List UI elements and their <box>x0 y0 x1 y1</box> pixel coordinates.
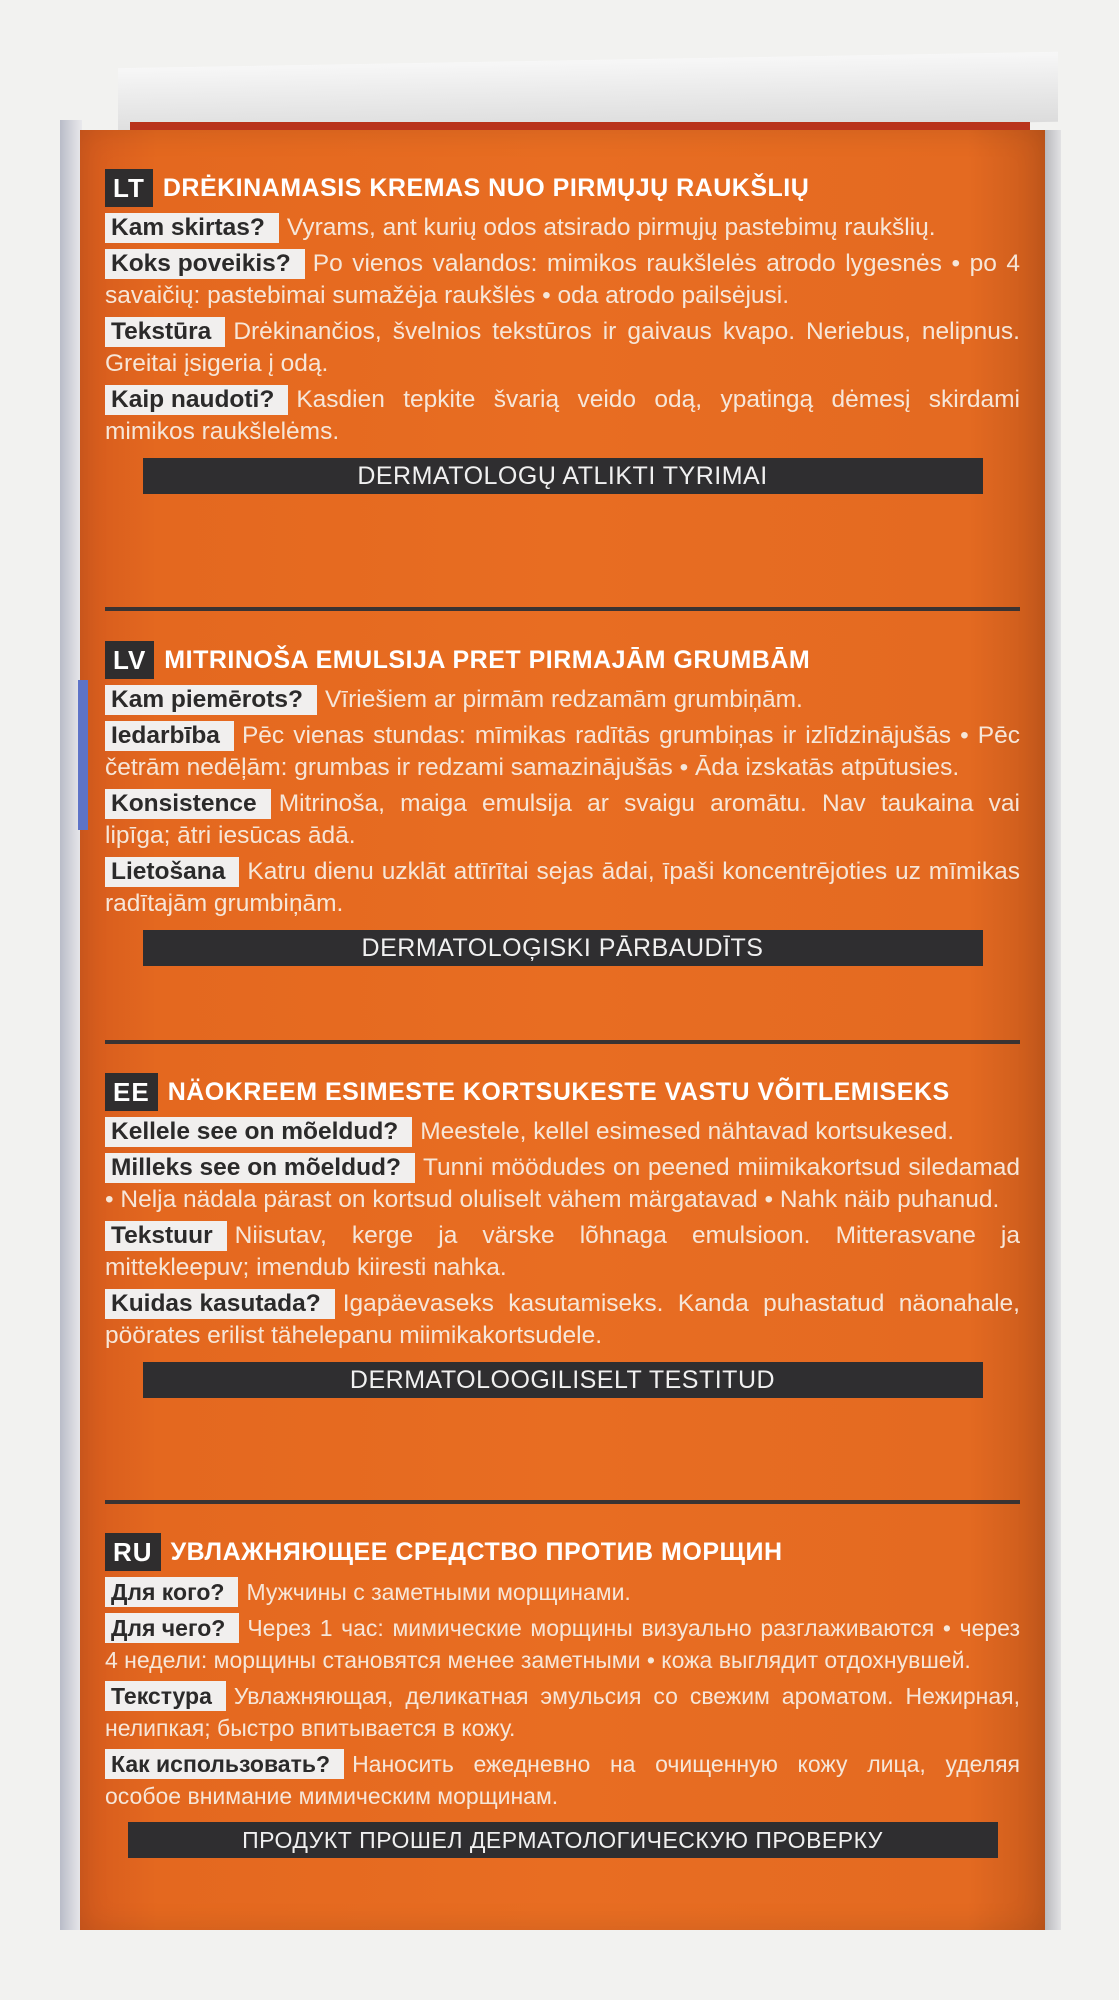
section-title: УВЛАЖНЯЮЩЕЕ СРЕДСТВО ПРОТИВ МОРЩИН <box>170 1537 783 1566</box>
info-item <box>105 316 1020 380</box>
info-item <box>105 720 1020 784</box>
info-item <box>105 248 1020 312</box>
info-label: Tekstūra <box>105 317 225 347</box>
section-heading <box>105 168 1020 208</box>
lang-code: LT <box>105 169 153 207</box>
info-text: Pēc vienas stundas: mīmikas radītās grumbiņas ir izlīdzinājušās • Pēc četrām nedēļām: grumbas ir redzami samazinājušās • Āda izskatās atpūtusies. <box>105 722 1020 781</box>
info-text: Igapäevaseks kasutamiseks. Kanda puhastatud näonahale, pöörates erilist tähelepanu miimikakortsudele. <box>105 1290 1020 1349</box>
info-label: Tekstuur <box>105 1221 227 1251</box>
blue-edge-strip <box>78 680 88 830</box>
info-item <box>105 384 1020 448</box>
info-item <box>105 1220 1020 1284</box>
info-text: Po vienos valandos: mimikos raukšlelės atrodo lygesnės • po 4 savaičių: pastebimai sumažėja raukšlės • oda atrodo pailsėjusi. <box>105 250 1020 309</box>
info-item <box>105 788 1020 852</box>
info-item <box>105 684 1020 716</box>
section-title: NÄOKREEM ESIMESTE KORTSUKESTE VASTU VÕITLEMISEKS <box>167 1077 950 1106</box>
info-item <box>105 1288 1020 1352</box>
section-heading <box>105 1072 1020 1112</box>
info-item <box>105 856 1020 920</box>
section-title: DRĖKINAMASIS KREMAS NUO PIRMŲJŲ RAUKŠLIŲ <box>162 173 810 202</box>
section-heading <box>105 1532 1020 1572</box>
info-label: Konsistence <box>105 789 271 819</box>
info-label: Kuidas kasutada? <box>105 1289 335 1319</box>
claim-bar: DERMATOLOĢISKI PĀRBAUDĪTS <box>143 930 983 966</box>
info-label: Kellele see on mõeldud? <box>105 1117 412 1147</box>
info-text: Vyrams, ant kurių odos atsirado pirmųjų pastebimų raukšlių. <box>286 214 936 241</box>
info-text: Kasdien tepkite švarią veido odą, ypatingą dėmesį skirdami mimikos raukšlelėms. <box>105 386 1020 445</box>
lang-code: RU <box>105 1533 161 1571</box>
info-text: Мужчины с заметными морщинами. <box>246 1579 631 1605</box>
info-text: Niisutav, kerge ja värske lõhnaga emulsioon. Mitterasvane ja mittekleepuv; imendub kiiresti nahka. <box>105 1222 1020 1281</box>
info-label: Koks poveikis? <box>105 249 305 279</box>
info-text: Katru dienu uzklāt attīrītai sejas ādai, īpaši koncentrējoties uz mīmikas radītajām grumbiņām. <box>105 858 1020 917</box>
info-item <box>105 212 1020 244</box>
info-item <box>105 1680 1020 1744</box>
info-text: Meestele, kellel esimesed nähtavad kortsukesed. <box>420 1118 955 1145</box>
info-label: Для чего? <box>105 1613 239 1643</box>
info-text: Vīriešiem ar pirmām redzamām grumbiņām. <box>324 686 803 713</box>
info-label: Iedarbība <box>105 721 234 751</box>
info-item <box>105 1152 1020 1216</box>
info-item <box>105 1576 1020 1608</box>
info-item <box>105 1612 1020 1676</box>
info-text: Наносить ежедневно на очищенную кожу лица, уделяя особое внимание мимическим морщинам. <box>105 1751 1020 1809</box>
info-label: Kam skirtas? <box>105 213 279 243</box>
lang-code: LV <box>105 641 154 679</box>
info-label: Kam piemērots? <box>105 685 317 715</box>
lang-code: EE <box>105 1073 158 1111</box>
claim-bar: DERMATOLOGŲ ATLIKTI TYRIMAI <box>143 458 983 494</box>
info-text: Через 1 час: мимические морщины визуально разглаживаются • через 4 недели: морщины становятся менее заметными • кожа выглядит отдохнувшей. <box>105 1615 1020 1673</box>
info-label: Milleks see on mõeldud? <box>105 1153 415 1183</box>
section-divider <box>105 607 1020 611</box>
box-side-shadow <box>60 120 82 1930</box>
claim-bar: ПРОДУКТ ПРОШЕЛ ДЕРМАТОЛОГИЧЕСКУЮ ПРОВЕРКУ <box>128 1822 998 1858</box>
info-label: Для кого? <box>105 1577 238 1607</box>
info-label: Lietošana <box>105 857 239 887</box>
info-label: Как использовать? <box>105 1749 344 1779</box>
section-divider <box>105 1500 1020 1504</box>
info-text: Tunni möödudes on peened miimikakortsud siledamad • Nelja nädala pärast on kortsud oluliselt vähem märgatavad • Nahk näib puhanud. <box>105 1154 1020 1213</box>
package-right-edge <box>1045 130 1061 1930</box>
section-ru <box>105 1532 1020 1858</box>
claim-bar: DERMATOLOOGILISELT TESTITUD <box>143 1362 983 1398</box>
info-text: Увлажняющая, деликатная эмульсия со свежим ароматом. Нежирная, нелипкая; быстро впитывается в кожу. <box>105 1683 1020 1741</box>
info-text: Drėkinančios, švelnios tekstūros ir gaivaus kvapo. Neriebus, nelipnus. Greitai įsigeria į odą. <box>105 318 1020 377</box>
info-label: Текстура <box>105 1681 226 1711</box>
info-text: Mitrinoša, maiga emulsija ar svaigu aromātu. Nav taukaina vai lipīga; ātri iesūcas ādā. <box>105 790 1020 849</box>
info-label: Kaip naudoti? <box>105 385 288 415</box>
info-item <box>105 1748 1020 1812</box>
section-lv <box>105 640 1020 966</box>
section-ee <box>105 1072 1020 1398</box>
section-title: MITRINOŠA EMULSIJA PRET PIRMAJĀM GRUMBĀM <box>164 645 811 674</box>
section-heading <box>105 640 1020 680</box>
section-lt <box>105 168 1020 494</box>
section-divider <box>105 1040 1020 1044</box>
info-item <box>105 1116 1020 1148</box>
